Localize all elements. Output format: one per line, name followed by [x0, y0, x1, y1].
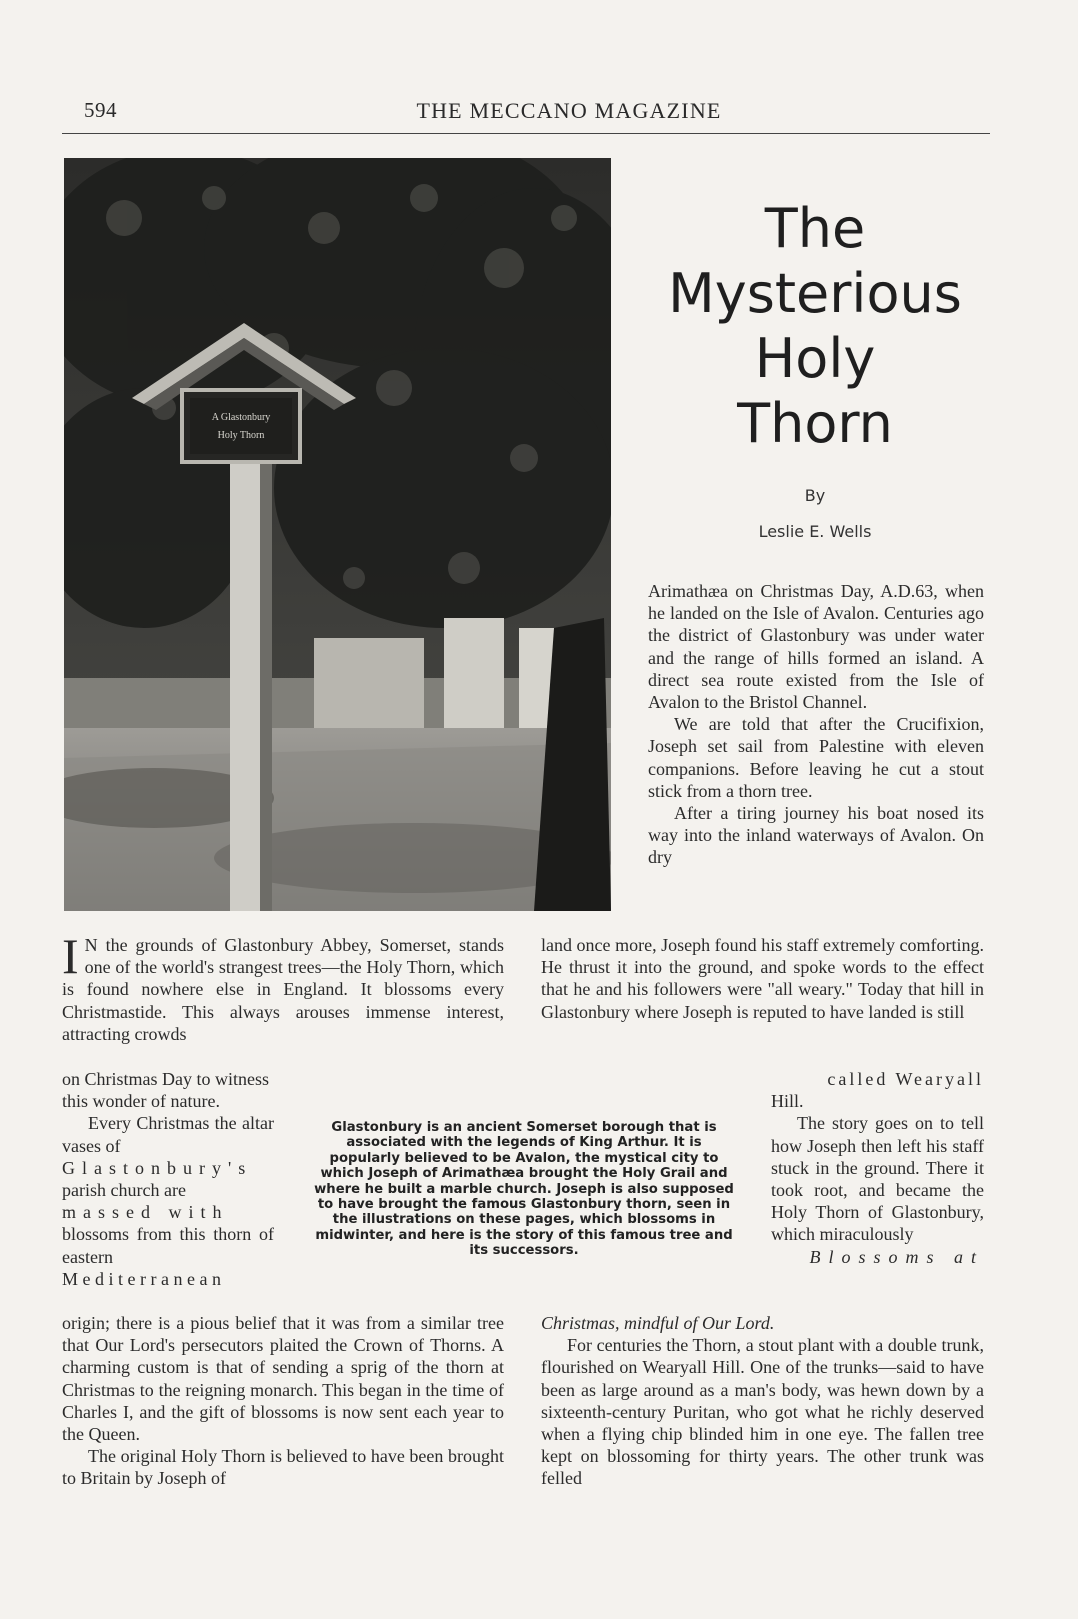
photo-caption: Glastonbury is an ancient Somerset borough that is associated with the legends of King Arthur. It is popularly believed to be Avalon, the mystical city to which Joseph of Arimathæa brought the Holy Grail and where he built a marble church. Joseph is also supposed to have brought the famous Glastonbury thorn, seen in the illustrations on these pages, which blossoms in midwinter, and here is the story of this famous tree and its successors. — [314, 1120, 734, 1259]
paragraph-text: massed with — [62, 1202, 229, 1223]
paragraph-text: N the grounds of Glastonbury Abbey, Somerset, stands one of the world's strangest trees—the Holy Thorn, which is found nowhere else in England. It blossoms every Christmastide. This always arouses immense interest, attracting crowds — [62, 935, 504, 1044]
running-title: THE MECCANO MAGAZINE — [416, 98, 722, 123]
paragraph-text: We are told that after the Crucifixion, Joseph set sail from Palestine with eleven companions. Before leaving he cut a stout stick from a thorn tree. — [648, 714, 984, 801]
sign-text-line-2: Holy Thorn — [217, 430, 265, 441]
header-rule — [62, 133, 990, 134]
paragraph-text: Every Christmas the altar vases of — [62, 1113, 274, 1156]
paragraph-text: Glastonbury's — [62, 1157, 253, 1178]
paragraph-text: blossoms from this thorn of eastern — [62, 1224, 274, 1267]
paragraph-text: Mediterranean — [62, 1268, 226, 1289]
drop-cap: I — [62, 928, 79, 984]
holy-thorn-photograph — [64, 158, 611, 911]
author-name: Leslie E. Wells — [758, 522, 872, 541]
paragraph-text: The story goes on to tell how Joseph then left his staff stuck in the ground. There it took root, and became the Holy Thorn of Glastonbury, which miraculously — [771, 1113, 984, 1245]
left-column-top — [62, 928, 504, 1045]
paragraph-text: on Christmas Day to witness this wonder of nature. — [62, 1069, 269, 1112]
title-line: Mysterious — [668, 262, 962, 325]
byline: By — [804, 486, 826, 505]
right-column-top — [648, 580, 984, 869]
title-line: Thorn — [737, 392, 893, 455]
paragraph-text: The original Holy Thorn is believed to have been brought to Britain by Joseph of — [62, 1446, 504, 1489]
right-column-bottom — [541, 1312, 984, 1490]
sign-text-line-1: A Glastonbury — [211, 412, 271, 423]
paragraph-text: called Wearyall — [827, 1069, 984, 1089]
left-column-bottom — [62, 1312, 504, 1490]
left-column-narrow — [62, 1068, 274, 1290]
paragraph-text: Christmas, mindful of Our Lord. — [541, 1313, 775, 1333]
title-line: The — [764, 197, 866, 260]
paragraph-text: For centuries the Thorn, a stout plant with a double trunk, flourished on Wearyall Hill. One of the trunks—said to have been as large around as a man's body, was hewn down by a sixteenth-century Puritan, who got what he richly deserved when a flying chip blinded him in one eye. The fallen tree kept on blossoming for thirty years. The other trunk was felled — [541, 1335, 984, 1489]
paragraph-text: Blossoms at — [809, 1246, 984, 1267]
title-line: Holy — [754, 327, 876, 390]
paragraph-text: origin; there is a pious belief that it was from a similar tree that Our Lord's persecutors plaited the Crown of Thorns. A charming custom is that of sending a sprig of the thorn at Christmas to the reigning monarch. This began in the time of Charles I, and the gift of blossoms is now sent each year to the Queen. — [62, 1313, 504, 1445]
page-number: 594 — [84, 98, 117, 122]
right-column-narrow — [771, 1068, 984, 1268]
paragraph-text: land once more, Joseph found his staff extremely comforting. He thrust it into the ground, and spoke words to the effect that he and his followers were "all weary." Today that hill in Glastonbury where Joseph is reputed to have landed is still — [541, 935, 984, 1022]
right-column-middle — [541, 934, 984, 1023]
paragraph-text: Arimathæa on Christmas Day, A.D.63, when he landed on the Isle of Avalon. Centuries ago the district of Glastonbury was under water and the range of hills formed an island. A direct sea route existed from the Isle of Avalon to the Bristol Channel. — [648, 581, 984, 713]
paragraph-text: After a tiring journey his boat nosed its way into the inland waterways of Avalon. On dry — [648, 803, 984, 868]
article-title — [660, 196, 970, 456]
paragraph-text: parish church are — [62, 1180, 186, 1201]
paragraph-text: Hill. — [771, 1091, 804, 1112]
